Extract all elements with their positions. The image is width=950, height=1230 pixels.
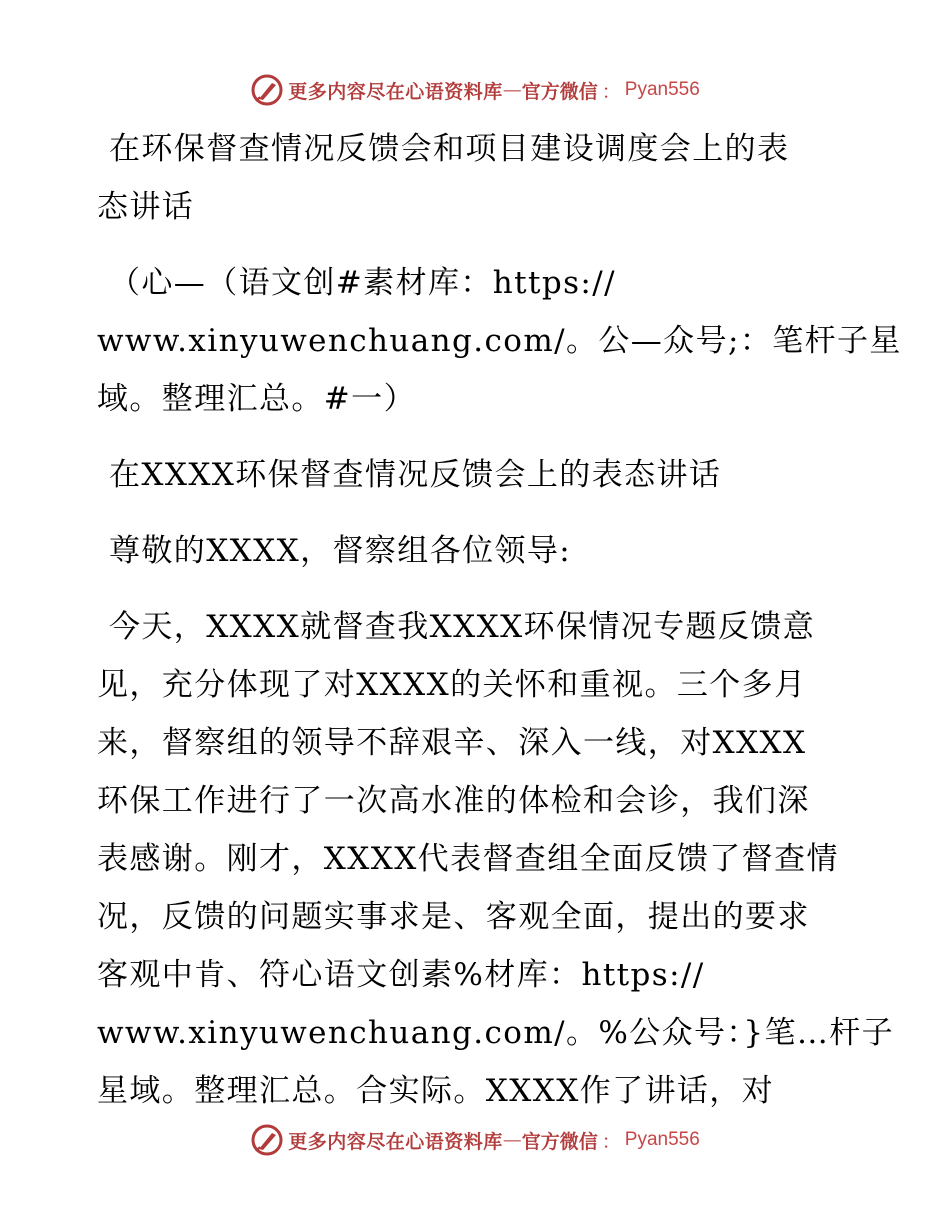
logo-quill-icon [250, 73, 284, 107]
salutation-line: 尊敬的XXXX，督察组各位领导: [109, 533, 572, 569]
document-content [97, 120, 902, 1138]
banner-colon: ： [601, 80, 621, 103]
banner-wechat-id: Pyan556 [624, 1129, 700, 1150]
title-line: 态讲话 [97, 189, 195, 225]
logo-quill-icon [250, 1123, 284, 1157]
banner-separator: — [502, 1129, 522, 1151]
banner-main-text: 更多内容尽在心语资料库 [288, 1130, 503, 1153]
banner-main-text: 更多内容尽在心语资料库 [288, 80, 503, 103]
source-line: www.xinyuwenchuang.com/。公—众号;：笔杆子星 [97, 323, 902, 359]
source-note [97, 254, 902, 428]
banner-wechat-id: Pyan556 [624, 79, 700, 100]
source-line: 域。整理汇总。#一） [97, 381, 416, 417]
footer-banner [0, 1120, 950, 1160]
document-title [97, 120, 857, 236]
header-banner [0, 70, 950, 110]
banner-wechat-label: 官方微信 [521, 80, 598, 103]
body-paragraph [97, 598, 895, 1120]
document-subtitle [97, 446, 857, 504]
banner-wechat-label: 官方微信 [521, 1130, 598, 1153]
body-line: 今天，XXXX就督查我XXXX环保情况专题反馈意 [109, 609, 816, 645]
banner-separator: — [502, 79, 522, 101]
body-line: 客观中肯、符心语文创素%材库：https:// [97, 957, 705, 993]
body-line: 环保工作进行了一次高水准的体检和会诊，我们深 [97, 783, 810, 819]
salutation [97, 522, 857, 580]
banner-colon: ： [601, 1130, 621, 1153]
body-line: www.xinyuwenchuang.com/。%公众号：}笔…杆子 [97, 1015, 895, 1051]
title-line: 在环保督查情况反馈会和项目建设调度会上的表 [109, 131, 790, 167]
body-line: 见，充分体现了对XXXX的关怀和重视。三个多月 [97, 667, 807, 703]
body-line: 况，反馈的问题实事求是、客观全面，提出的要求 [97, 899, 810, 935]
body-line: 星域。整理汇总。合实际。XXXX作了讲话，对 [97, 1073, 775, 1109]
body-line: 来，督察组的领导不辞艰辛、深入一线，对XXXX [97, 725, 807, 761]
subtitle-line: 在XXXX环保督查情况反馈会上的表态讲话 [109, 457, 722, 493]
source-line: （心—（语文创#素材库：https:// [109, 265, 616, 301]
body-line: 表感谢。刚才，XXXX代表督查组全面反馈了督查情 [97, 841, 839, 877]
